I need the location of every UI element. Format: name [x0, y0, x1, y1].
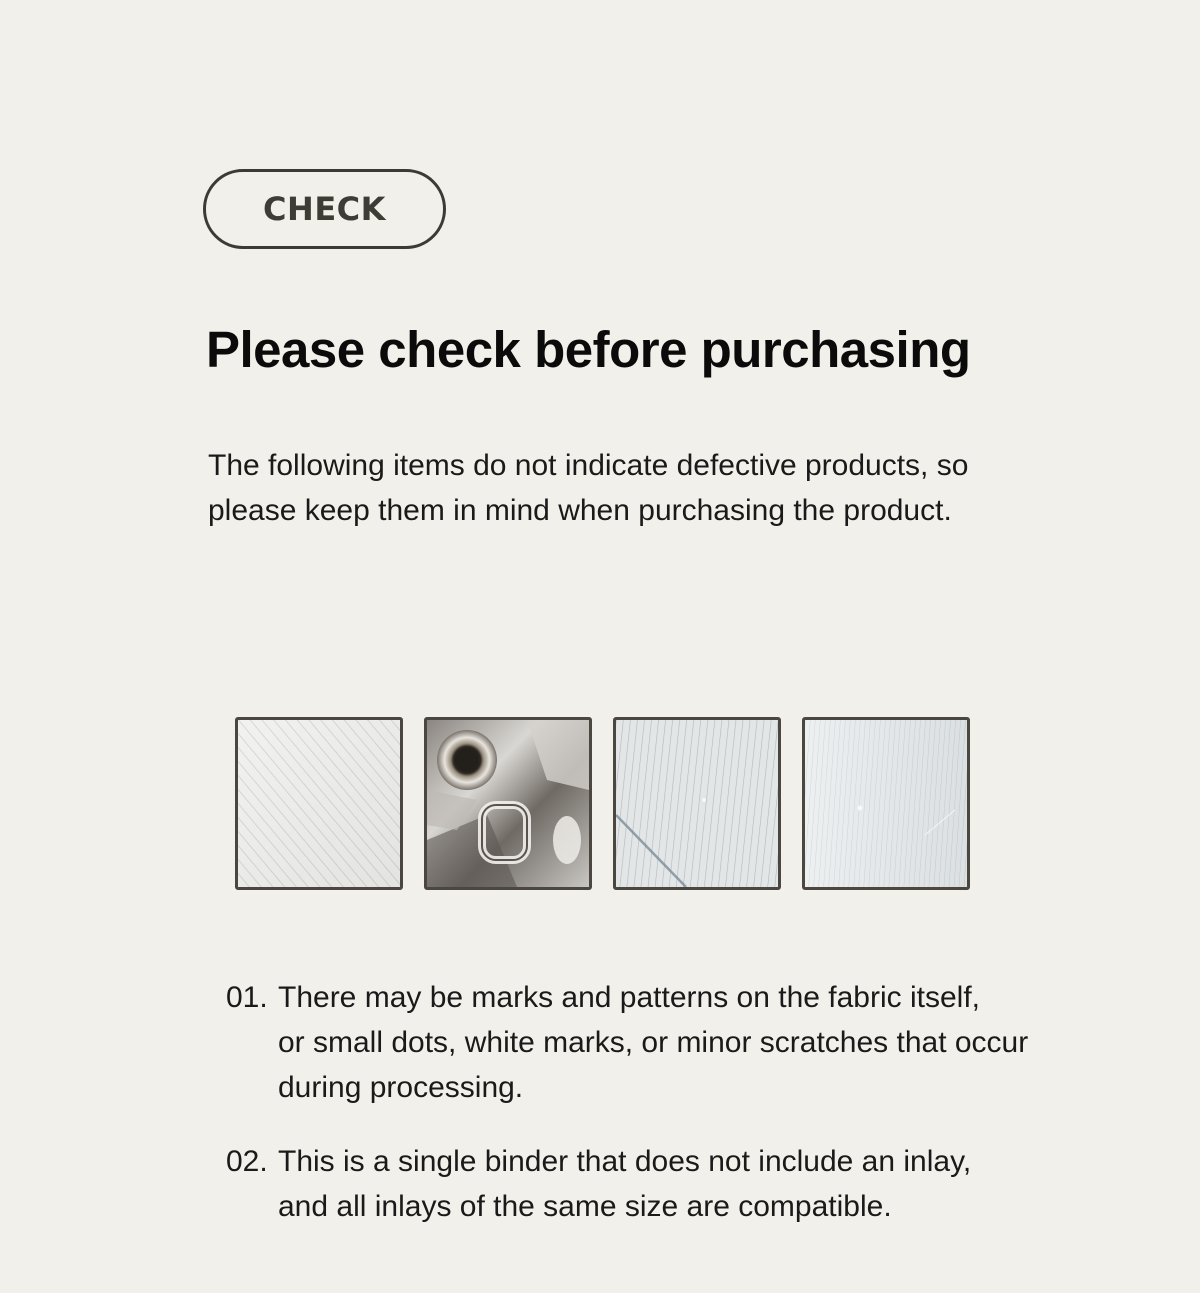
note-text [278, 1139, 1146, 1229]
clear-plastic-ring-image [424, 717, 592, 890]
note-item [226, 975, 1146, 1110]
intro-line: The following items do not indicate defective products, so [208, 449, 969, 482]
thumbnail-row [235, 717, 970, 890]
note-line: There may be marks and patterns on the fabric itself, [278, 981, 980, 1014]
note-number: 02. [226, 1145, 268, 1178]
note-item [226, 1139, 1146, 1229]
fabric-vertical-lines-image [613, 717, 781, 890]
fabric-fine-lines-image [802, 717, 970, 890]
fabric-diagonal-lines-image [235, 717, 403, 890]
notes-list [226, 975, 1146, 1258]
note-line: This is a single binder that does not include an inlay, [278, 1145, 972, 1178]
check-badge: CHECK [203, 169, 446, 249]
page-title: Please check before purchasing [206, 321, 971, 378]
note-line: or small dots, white marks, or minor scratches that occur [278, 1026, 1029, 1059]
note-text [278, 975, 1146, 1110]
note-number: 01. [226, 981, 268, 1014]
intro-line: please keep them in mind when purchasing the product. [208, 494, 952, 527]
note-line: during processing. [278, 1071, 524, 1104]
intro-text [208, 443, 1108, 533]
note-line: and all inlays of the same size are compatible. [278, 1190, 892, 1223]
